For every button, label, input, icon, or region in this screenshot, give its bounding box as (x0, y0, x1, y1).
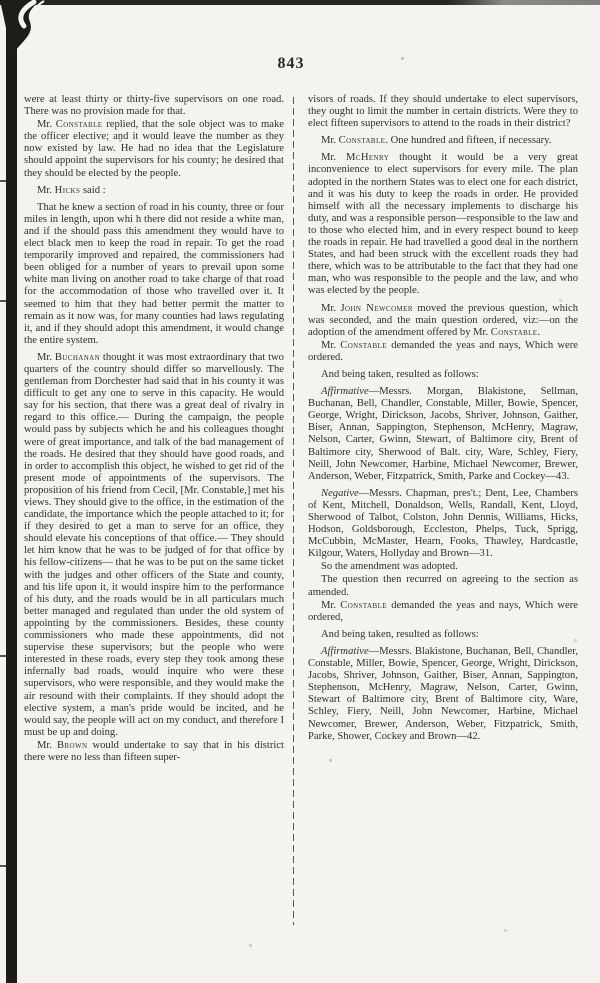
text-segment: Mr. (321, 599, 341, 611)
vote-list-label: Affirmative (321, 386, 369, 398)
text-segment: Mr. (321, 135, 339, 147)
scan-top-edge (0, 0, 600, 5)
scan-edge-tick (0, 655, 6, 657)
paragraph (308, 135, 578, 147)
right-column (308, 93, 578, 744)
paragraph (24, 352, 284, 739)
text-segment: thought it was most extraordinary that two quarters of the country should differ so marvellously. The gentleman from Dorchester had said that in his county it was difficult to get any one to serve in this capacity. He would say for his section, that there was a great deal of rivalry in regard to this office.— During the campaign, the people would pass by subjects which he and his colleagues thought were of great importance, and talk of the bad management of the roads. He desired that they should have good roads, and in order to accomplish this object, he wished to get rid of the present mode of appointments of the supervisors. The proposition of his friend from Cecil, [Mr. Constable,] met his views. They should give to the office, in the estimation of the candidate, the importance which the people attached to it; for if they desired to get a man to serve for an office, they should elevate his conceptions of that office.— They should let him know that he was to be judged of for that office by his fellow-citizens— that he was to be put on the same ticket with the judges and other officers of the State and county, and his life upon it, it would inspire him to the performance of his duty, and the roads would be in all particulars much better managed and regulated than under the old system of appointing by the commissioners. Besides, these county commissioners who made these appointments, did not supervise these supervisors; but the people who were interested in these roads, every step they took among these infernally bad roads, would inquire who were these supervisors, who were responsible, and they would make the air resound with their complaints. If they should adopt the elective system, a man's pride would be incited, and he would say, the people will act on my conduct, and therefore I must be up and doing. (24, 351, 284, 738)
scan-speckles (0, 0, 1, 1)
speaker-name: Brown (57, 739, 88, 751)
vote-list-label: Affirmative (321, 645, 369, 657)
paragraph (308, 152, 578, 297)
text-segment: . One hundred and fifteen, if necessary. (385, 135, 552, 147)
paragraph (308, 369, 578, 381)
paragraph (308, 386, 578, 483)
text-segment: Mr. (37, 119, 56, 131)
paragraph (24, 185, 284, 197)
text-segment: And being taken, resulted as follows: (321, 628, 479, 640)
text-segment: moved the previous question, which was seconded, and the main question ordered, viz:—on the adoption of the amendment offered by Mr. (308, 302, 578, 338)
text-segment: demanded the yeas and nays, Which were ordered. (308, 339, 578, 363)
text-segment: Mr. (37, 351, 55, 363)
text-segment: That he knew a section of road in his county, three or four miles in length, upon whi h there did not reside a white man, and if the should pass this amendment they would have to elect black men to keep the road in repair. To get the road temporarily improved and repaired, the commissioners had been obliged for a number of years to prevail upon some white man living on another road to take charge of that road for the accommodation of those who travelled over it. It seemed to him that they had better permit the matter to remain as it now was, for many counties had laws regulating it, and if they should adopt this amendment, it would change the entire system. (24, 201, 284, 346)
text-segment: thought it would be a very great inconvenience to elect supervisors for every mile. The plan adopted in the northern States was to elect one for each district, and it was his duty to keep the roads in order. He provided himself with all the necessary implements to discharge his duty, and was a responsible person—responsible to the law and to those who elected him, and in every respect bound to keep the roads in repair. He had travelled a good deal in the northern States, and had been struck with the excellent roads they had there, which was to be attributable to the fact that they had one man, who was responsible to the people and the law, and who was elected by the people. (308, 152, 578, 297)
paragraph (24, 119, 284, 179)
text-segment: . (537, 326, 541, 338)
paragraph (308, 94, 578, 130)
binding-curl-icon (0, 0, 54, 50)
text-segment: visors of roads. If they should undertake to elect supervisors, they ought to limit the number in certain districts. Were they to elect fifteen supervisors to attend to the roads in their district? (308, 94, 578, 130)
paragraph (308, 488, 578, 561)
text-segment: were at least thirty or thirty-five supervisors on one road. There was no provision made for that. (24, 94, 284, 118)
scan-edge-tick (0, 865, 6, 867)
paragraph (24, 740, 284, 764)
column-divider (293, 97, 294, 925)
text-segment: So the amendment was adopted. (321, 561, 458, 573)
paragraph (308, 340, 578, 364)
paragraph (24, 202, 284, 347)
speaker-name: Constable (490, 326, 538, 338)
text-segment: Mr. (321, 339, 341, 351)
paragraph (308, 574, 578, 598)
paragraph (24, 94, 284, 118)
text-segment: replied, that the sole object was to make the officer elective; and it would leave the number as they now existed by law. He had no idea that the Legislature should appoint the supervisors for his county; he desired that they should be elected by the people. (24, 119, 284, 179)
text-segment: Mr. (321, 152, 346, 164)
text-segment: —Messrs. Blakistone, Buchanan, Bell, Chandler, Constable, Miller, Bowie, Spencer, George, Wright, Dirickson, Jacobs, Shriver, Johnson, Gaither, Biser, Annan, Sappington, Stephenson, McHenry, Magraw, Nelson, Carter, Gwinn, Stewart of Baltimore city, Brent of Baltimore city, Ware, Schley, Fiery, Neill, John Newcomer, Harbine, Michael Newcomer, Brewer, Anderson, Weber, Fitzpatrick, Smith, Parke, Shower, Cockey and Brown—42. (308, 645, 578, 742)
paragraph (308, 303, 578, 339)
scan-edge-tick (0, 300, 6, 302)
text-segment: would undertake to say that in his district there were no less than fifteen super- (24, 739, 284, 763)
speaker-name: Constable (340, 599, 387, 611)
binding-strip (6, 0, 17, 983)
speaker-name: John Newcomer (340, 302, 413, 314)
text-segment: Mr. (37, 739, 58, 751)
speaker-name: McHenry (345, 152, 390, 164)
speaker-name: Buchanan (54, 351, 101, 363)
left-column (24, 93, 284, 765)
paragraph (308, 561, 578, 573)
text-segment: —Messrs. Chapman, pres't.; Dent, Lee, Chambers of Kent, Mitchell, Donaldson, Wells, Randall, Kent, Lloyd, Sherwood of Talbot, Colston, John Dennis, Williams, Hicks, Hodson, Goldsborough, Eccleston, Phelps, Tuck, Sprigg, McCubbin, McMaster, Hearn, Fooks, Thawley, Hardcastle, Kilgour, Waters, Hollyday and Brown—31. (308, 487, 578, 560)
text-segment: And being taken, resulted as follows: (321, 368, 479, 380)
speaker-name: Constable (340, 339, 387, 351)
page-number: 843 (277, 55, 305, 72)
text-segment: Mr. (321, 302, 341, 314)
text-segment: —Messrs. Morgan, Blakistone, Sellman, Buchanan, Bell, Chandler, Constable, Miller, Bowie, Spencer, George, Wright, Dirickson, Jacobs, Shriver, Johnson, Gaither, Biser, Annan, Sappington, Stephenson, McHenry, Magraw, Nelson, Carter, Gwinn, Stewart, of Baltimore city, Brent of Baltimore city, Sherwood of Balt. city, Ware, Schley, Fiery, Neill, John Newcomer, Harbine, Michael Newcomer, Brewer, Anderson, Weber, Fitzpatrick, Smith, Parke and Cockey—43. (308, 386, 578, 482)
vote-list-label: Negative (321, 487, 359, 499)
speaker-name: Constable (338, 135, 386, 147)
text-segment: demanded the yeas and nays, Which were ordered, (308, 599, 578, 623)
speaker-name: Hicks (54, 184, 81, 196)
paragraph (308, 600, 578, 624)
scan-edge-tick (0, 180, 6, 182)
paragraph (308, 629, 578, 641)
text-segment: said : (80, 184, 106, 196)
text-segment: The question then recurred on agreeing to the section as amended. (308, 574, 578, 598)
paragraph (308, 646, 578, 743)
text-segment: Mr. (37, 184, 55, 196)
speaker-name: Constable (55, 119, 103, 131)
